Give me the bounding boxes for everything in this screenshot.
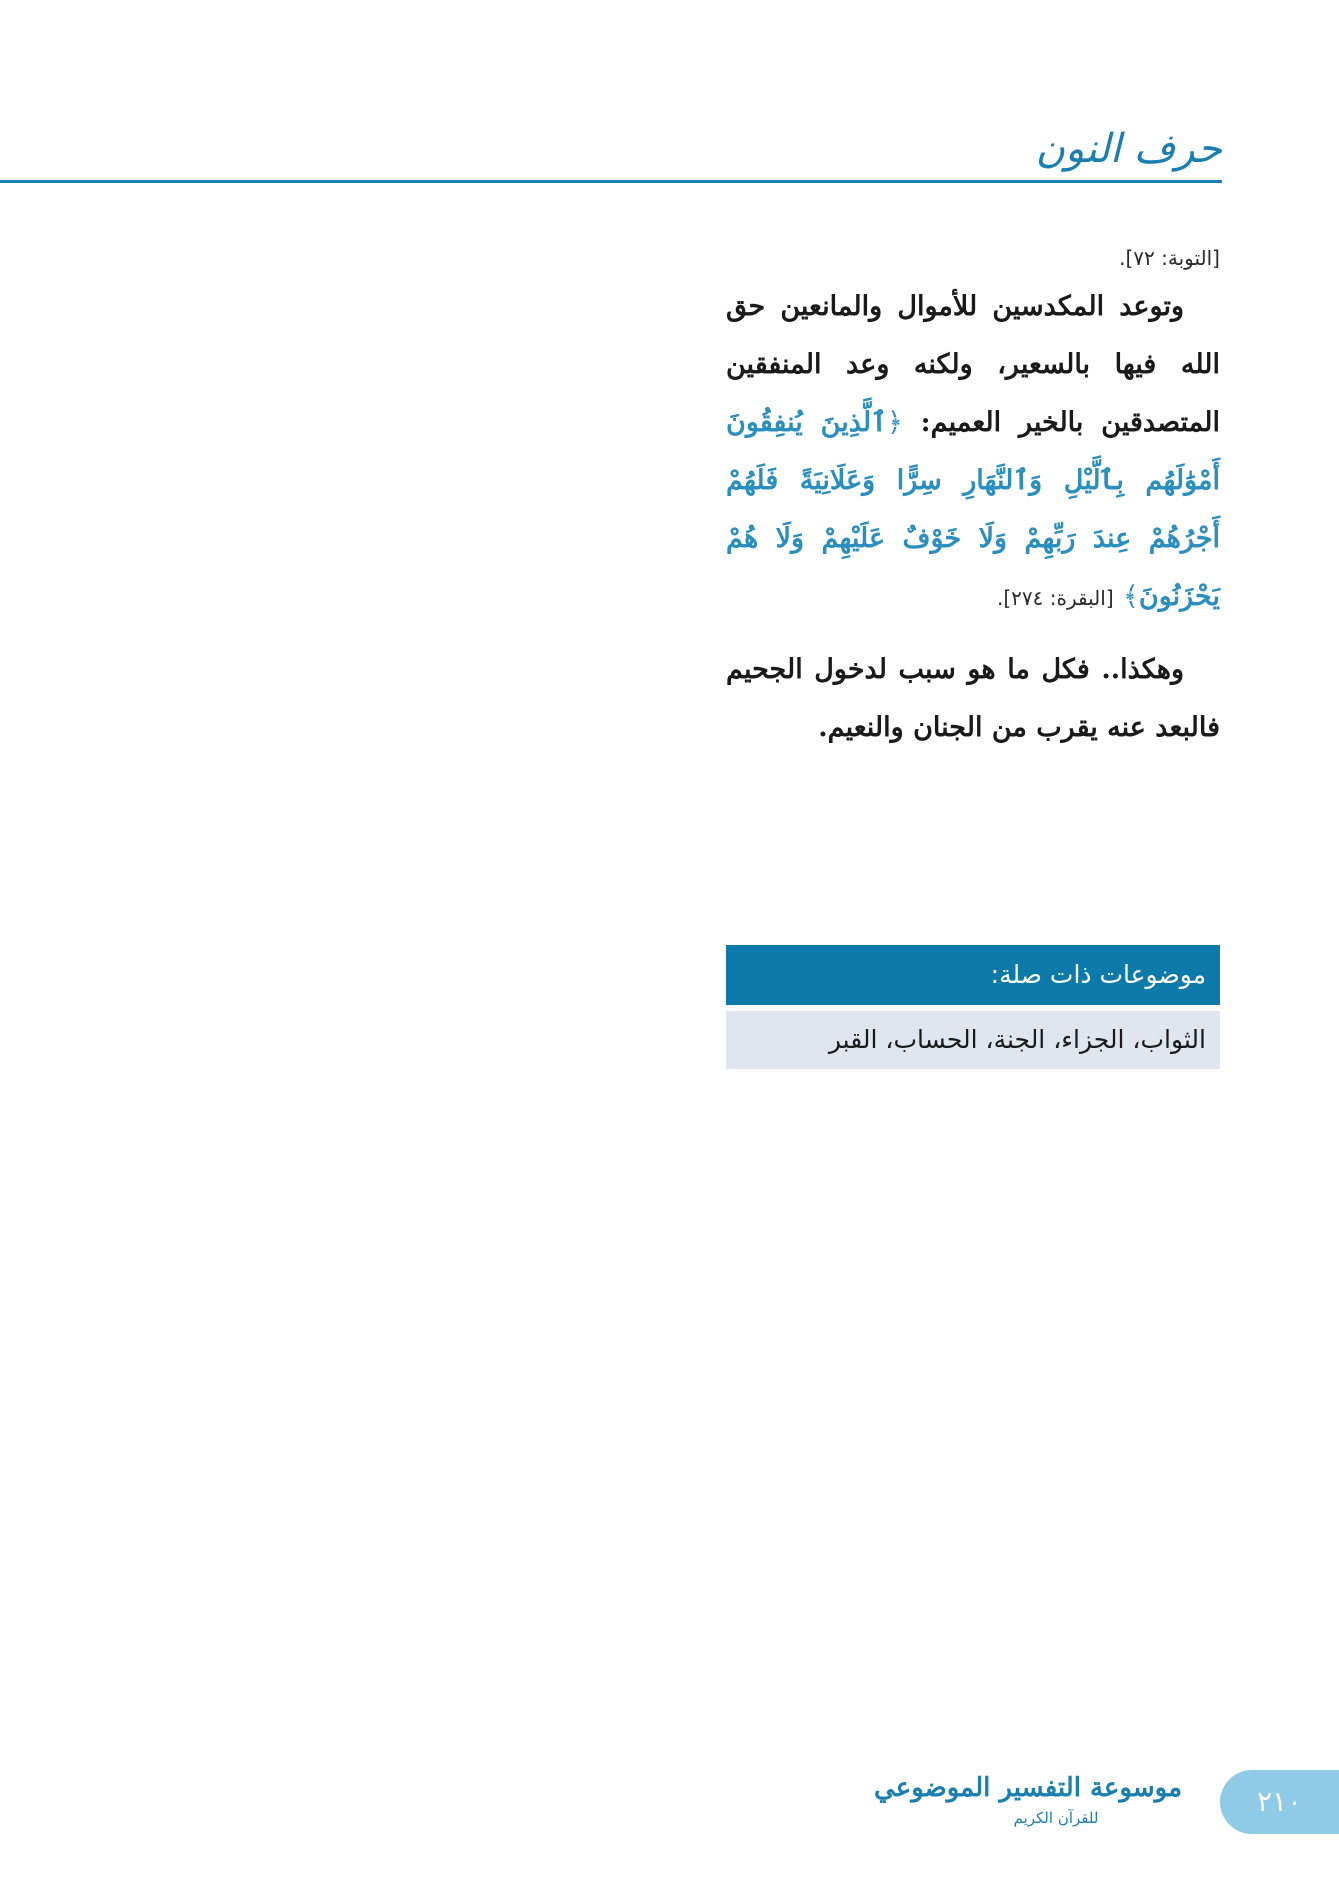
main-text-column (726, 238, 1220, 757)
header-divider (0, 180, 1222, 183)
quran-verse: ٱلَّذِينَ يُنفِقُونَ أَمْوَٰلَهُم بِٱلَّيْلِ وَٱلنَّهَارِ سِرًّا وَعَلَانِيَةً فَلَهُمْ أَجْرُهُمْ عِندَ رَبِّهِمْ وَلَا خَوْفٌ عَلَيْهِمْ وَلَا هُمْ يَحْزَنُونَ (726, 407, 1220, 612)
paragraph-1 (726, 278, 1220, 627)
page-number-tab (1220, 1770, 1339, 1834)
chapter-title: حرف النون (1035, 126, 1222, 172)
quran-close-ornament: ﴾ (1123, 581, 1139, 612)
verse-citation: [التوبة: ٧٢]. (1119, 246, 1220, 270)
related-topics-box (726, 945, 1220, 1069)
paragraph-2: وهكذا.. فكل ما هو سبب لدخول الجحيم فالبعد عنه يقرب من الجنان والنعيم. (726, 654, 1220, 743)
verse-citation-inline: [البقرة: ٢٧٤]. (997, 586, 1114, 610)
paragraph-1-text: وتوعد المكدسين للأموال والمانعين حق الله فيها بالسعير، ولكنه وعد المنفقين المتصدقين بالخير العميم: (726, 291, 1220, 438)
encyclopedia-logo (874, 1768, 1182, 1828)
related-topics-list: الثواب، الجزاء، الجنة، الحساب، القبر (726, 1011, 1220, 1069)
logo-main-text: موسوعة التفسير الموضوعي (874, 1773, 1182, 1803)
related-topics-heading: موضوعات ذات صلة: (726, 945, 1220, 1005)
logo-sub-text: للقرآن الكريم (1013, 1809, 1099, 1827)
quran-open-ornament: ﴿ (886, 407, 903, 438)
page-number: ٢١٠ (1256, 1785, 1303, 1818)
